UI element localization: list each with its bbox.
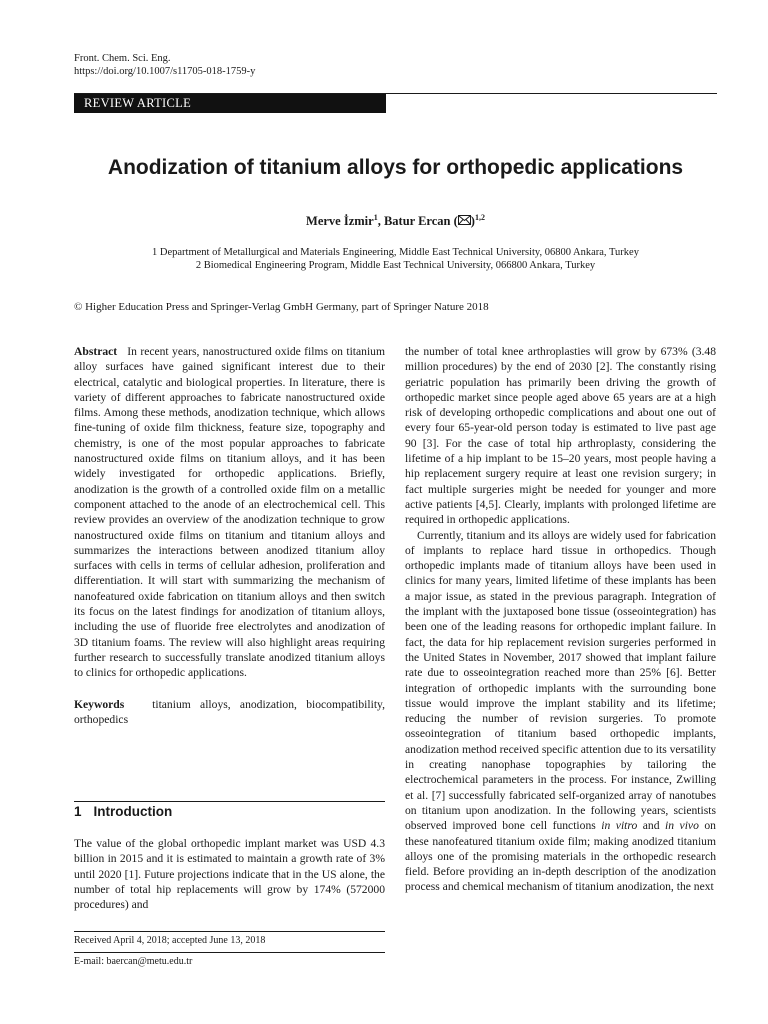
abstract-label: Abstract	[74, 345, 118, 358]
doi-link[interactable]: https://doi.org/10.1007/s11705-018-1759-y	[74, 66, 256, 77]
affiliation-1: 1 Department of Metallurgical and Materials Engineering, Middle East Technical University, 06800 Ankara, Turkey	[152, 247, 639, 258]
author-2[interactable]: Batur Ercan (	[383, 214, 458, 229]
section-number: 1	[74, 804, 82, 819]
author-line: Merve İzmir$^1$, Batur Ercan ( )$^{1,2}$	[306, 213, 485, 229]
abstract-text: In recent years, nanostructured oxide films on titanium alloy surfaces have gained significant interest due to their electrical, catalytic and biological properties. In literature, there is variety of different approaches to fabricate nanostructured oxide films. Among these methods, anodization technique, which allows fine-tuning of oxide film thickness, feature size, topography and chemistry, is one of the most popular approaches to fabricate nanostructured oxide films on titanium alloys, and it has been widely investigated for orthopedic applications. Briefly, anodization is the growth of a controlled oxide film on a metallic component attached to the anode of an electrochemical cell. This review provides an overview of the anodization technique to grow nanostructured oxide films on titanium and titanium alloys and summarizes the interactions between anodized titanium alloy surfaces with cells in terms of cellular adhesion, proliferation and differentiation. It will start with summarizing the mechanism of nanofeatured oxide fabrication on titanium alloys and then switch its focus on the latest findings for anodization of titanium alloys, including the use of fluoride free electrolytes and anodization of 3D titanium foams. The review will also highlight areas requiring further research to successfully translate anodized titanium alloys to clinics for orthopedic applications.	[74, 345, 385, 680]
envelope-icon[interactable]	[458, 215, 471, 225]
contact-email[interactable]: E-mail: baercan@metu.edu.tr	[74, 956, 193, 967]
section-heading	[74, 804, 172, 819]
copyright-notice: © Higher Education Press and Springer-Verlag GmbH Germany, part of Springer Nature 2018	[74, 301, 489, 313]
article-type-banner: REVIEW ARTICLE	[74, 94, 386, 113]
section-rule	[74, 801, 385, 802]
right-column	[405, 344, 716, 895]
right-paragraph-2: Currently, titanium and its alloys are widely used for fabrication of implants to replace hard tissue in orthopedics. Though orthopedic implants made of titanium alloys have been used in clinics for many years, limited lifetime of these implants has been a major issue, as stated in the previous paragraph. Integration of the implant with the juxtaposed bone tissue (osseointegration) has been one of the leading reasons for orthopedic implant failure. In fact, the data for hip replacement revision surgeries performed in the United States in November, 2017 showed that implant failure rate due to osseointegration reached more than 25% [6]. Better integration of orthopedic implants with the surrounding bone tissue would improve the implant stability and its lifetime; reducing the number of revision surgeries. To promote osseointegration of titanium based orthopedic implants, anodization method received specific attention due to its versatility in creating nanophase topographies by tailoring the electrochemical parameters in the process. For instance, Zwilling et al. [7] successfully fabricated self-organized array of nanotubes on titanium upon anodization. In the following years, scientists observed improved bone cell functions in vitro and in vivo on these nanofeatured titanium oxide film; making anodized titanium alloys one of the promising materials in the orthopedic research field. Before providing an in-depth description of the anodization process and chemical mechanism of titanium anodization, the next	[405, 528, 716, 894]
section-title: Introduction	[93, 804, 173, 819]
keywords-label: Keywords	[74, 697, 125, 711]
journal-header	[74, 52, 255, 78]
article-title: Anodization of titanium alloys for orthopedic applications	[107, 156, 684, 179]
right-paragraph-1: the number of total knee arthroplasties will grow by 673% (3.48 million procedures) by the end of 2030 [2]. The constantly rising geriatric population has primarily been driving the growth of orthopedic market since people aged above 65 years are at a high risk of developing orthopedic complications and about one out of every four 65-year-old person today is estimated to live past age 90 [3]. For the case of total hip arthroplasty, considering the lifetime of a hip implant to be 15–20 years, most people having a hip replacement surgery require at least one revision surgery; in fact multiple surgeries might be needed for younger and more active patients [4,5]. Clearly, implants with prolonged lifetime are required in orthopedic applications.	[405, 345, 716, 527]
keywords-text: titanium alloys, anodization, biocompatibility, orthopedics	[74, 697, 385, 726]
affiliation-2: 2 Biomedical Engineering Program, Middle East Technical University, 066800 Ankara, Turkey	[195, 260, 596, 271]
left-column	[74, 344, 385, 727]
author-2-affil: 1,2	[474, 213, 485, 222]
email-rule	[74, 952, 385, 953]
abstract	[74, 344, 385, 681]
author-1-affil: 1	[373, 213, 378, 222]
affiliations	[74, 246, 717, 272]
footnote-rule	[74, 931, 385, 932]
received-dates: Received April 4, 2018; accepted June 13, 2018	[74, 935, 266, 946]
keywords	[74, 697, 385, 728]
author-1[interactable]: Merve İzmir	[306, 214, 374, 229]
journal-name: Front. Chem. Sci. Eng.	[74, 53, 171, 64]
intro-paragraph: The value of the global orthopedic implant market was USD 4.3 billion in 2015 and it is estimated to maintain a growth rate of 3% until 2020 [1]. Future projections indicate that in the US alone, the number of total hip replacements will grow by 174% (572000 procedures) and	[74, 837, 385, 912]
